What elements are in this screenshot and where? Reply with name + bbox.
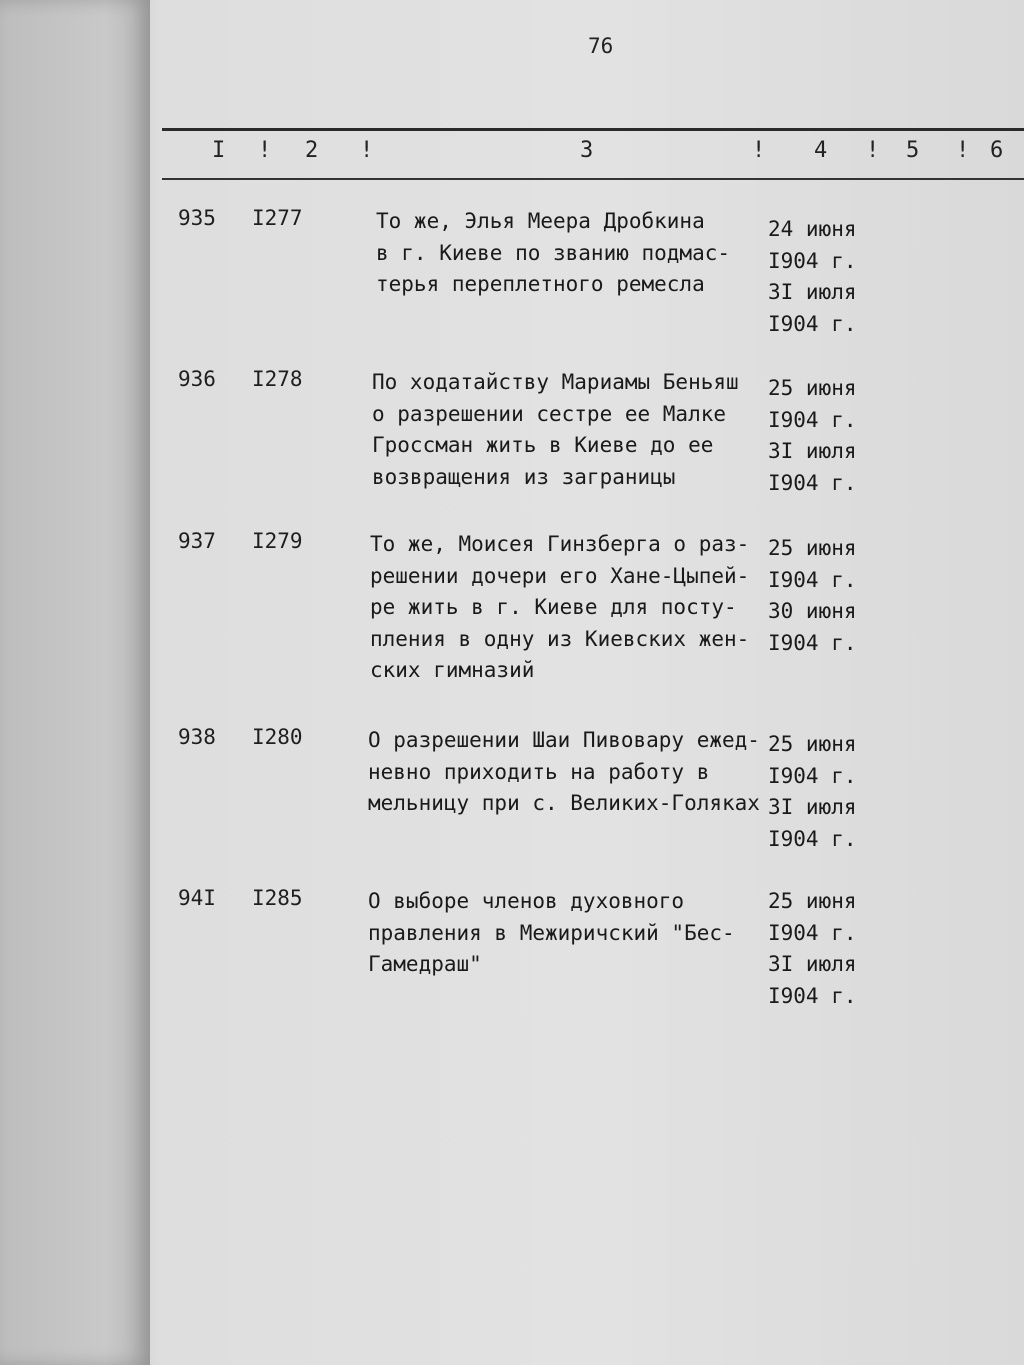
header-col-5: 5: [906, 138, 920, 163]
row-number: 935: [178, 206, 216, 230]
header-sep-5: !: [956, 138, 970, 163]
header-col-4: 4: [814, 138, 828, 163]
row-id: I277: [252, 206, 303, 230]
row-id: I279: [252, 529, 303, 553]
header-sep-3: !: [752, 138, 766, 163]
header-col-2: 2: [305, 138, 319, 163]
header-bottom-rule: [162, 178, 1024, 180]
row-description: То же, Элья Меера Дробкина в г. Киеве по званию подмас- терья переплетного ремесла: [376, 209, 731, 296]
row-dates: 25 июня I904 г. 3I июля I904 г.: [768, 376, 857, 495]
header-col-1: I: [212, 138, 226, 163]
row-description: То же, Моисея Гинзберга о раз- решении дочери его Хане-Цыпей- ре жить в г. Киеве для посту- пления в одну из Киевских жен- ских гимназий: [370, 532, 750, 682]
header-col-6: 6: [990, 138, 1004, 163]
row-description: О выборе членов духовного правления в Межиричский "Бес- Гамедраш": [368, 889, 735, 976]
header-sep-2: !: [360, 138, 374, 163]
row-number: 94I: [178, 886, 216, 910]
header-top-rule: [162, 128, 1024, 131]
row-number: 938: [178, 725, 216, 749]
row-dates: 24 июня I904 г. 3I июля I904 г.: [768, 217, 857, 336]
row-description: По ходатайству Мариамы Беньяш о разрешении сестре ее Малке Гроссман жить в Киеве до ее возвращения из заграницы: [372, 370, 739, 489]
row-id: I278: [252, 367, 303, 391]
header-sep-1: !: [258, 138, 272, 163]
header-col-3: 3: [580, 138, 594, 163]
row-id: I285: [252, 886, 303, 910]
row-dates: 25 июня I904 г. 30 июня I904 г.: [768, 536, 857, 655]
row-description: О разрешении Шаи Пивовару ежед- невно приходить на работу в мельницу при с. Великих-Голяках: [368, 728, 760, 815]
page-number: 76: [588, 34, 614, 58]
row-number: 936: [178, 367, 216, 391]
book-gutter: [0, 0, 150, 1365]
header-sep-4: !: [866, 138, 880, 163]
row-number: 937: [178, 529, 216, 553]
row-dates: 25 июня I904 г. 3I июля I904 г.: [768, 732, 857, 851]
row-dates: 25 июня I904 г. 3I июля I904 г.: [768, 889, 857, 1008]
row-id: I280: [252, 725, 303, 749]
